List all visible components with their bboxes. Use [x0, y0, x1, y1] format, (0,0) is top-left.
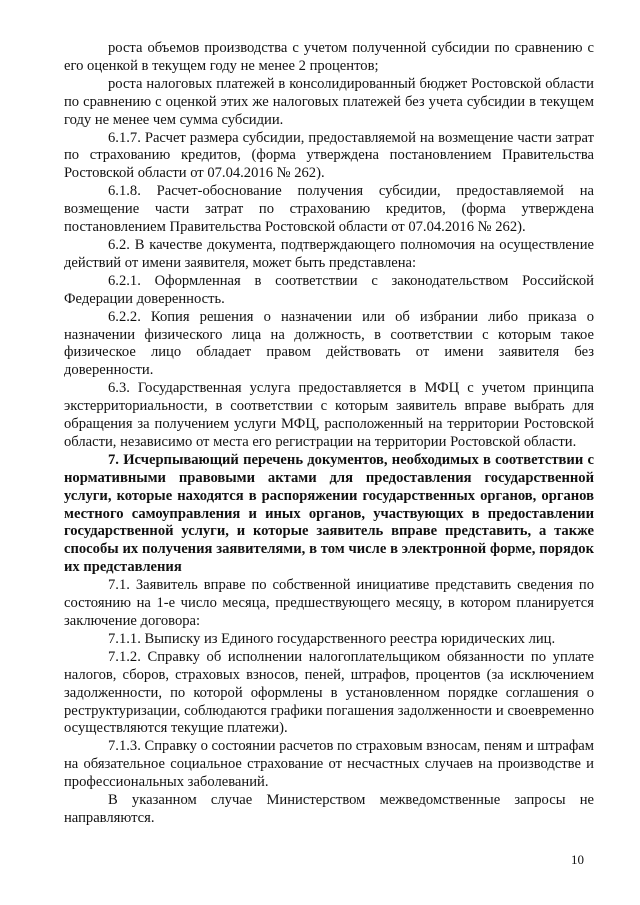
paragraph-6-1-7: 6.1.7. Расчет размера субсидии, предоставляемой на возмещение части затрат по страхованию кредитов, (форма утверждена постановлением Правительства Ростовской области от 07.04.2016 № 262). — [64, 129, 594, 182]
paragraph-7-1-1: 7.1.1. Выписку из Единого государственного реестра юридических лиц. — [108, 630, 556, 647]
paragraph-7-1: 7.1. Заявитель вправе по собственной инициативе представить сведения по состоянию на 1-е число месяца, предшествующего месяцу, в котором планируется заключение договора: — [64, 577, 594, 629]
paragraph-6-2: 6.2. В качестве документа, подтверждающего полномочия на осуществление действий от имени заявителя, может быть представлена: — [64, 236, 594, 271]
paragraph-6-2-2: 6.2.2. Копия решения о назначении или об избрании либо приказа о назначении физического лица на должность, в соответствии с которым такое физическое лицо обладает правом действовать от имени заявителя без доверенности. — [64, 308, 594, 379]
paragraph-7-1-2: 7.1.2. Справку об исполнении налогоплательщиком обязанности по уплате налогов, сборов, страховых взносов, пеней, штрафов, процентов (за исключением задолженности, по которой оформлены в установленном порядке соглашения о реструктуризации, соблюдаются графики погашения задолженности и своевременно осуществляются текущие платежи). — [64, 648, 594, 737]
paragraph-production-growth: роста объемов производства с учетом полученной субсидии по сравнению с его оценкой в текущем году не менее 2 процентов; — [64, 40, 594, 74]
paragraph-6-3: 6.3. Государственная услуга предоставляется в МФЦ с учетом принципа экстерриториальности, в соответствии с которым заявитель вправе выбрать для обращения за получением услуги МФЦ, расположенный на территории Ростовской области, независимо от места его регистрации на территории Ростовской области. — [64, 380, 594, 450]
paragraph-6-1-8: 6.1.8. Расчет-обоснование получения субсидии, предоставляемой на возмещение части затрат по страхованию кредитов, (форма утверждена постановлением Правительства Ростовской области от 07.04.2016 № 262). — [64, 183, 594, 236]
paragraph-6-2-1: 6.2.1. Оформленная в соответствии с законодательством Российской Федерации доверенность. — [64, 272, 594, 307]
paragraph-tax-growth: роста налоговых платежей в консолидированный бюджет Ростовской области по сравнению с оценкой этих же налоговых платежей без учета субсидии в текущем году не менее чем сумма субсидии. — [64, 75, 594, 128]
body-text — [64, 40, 594, 828]
page-number: 10 — [571, 852, 584, 867]
paragraph-7-1-3: 7.1.3. Справку о состоянии расчетов по страховым взносам, пеням и штрафам на обязательное социальное страхование от несчастных случаев на производстве и профессиональных заболеваний. — [64, 738, 594, 791]
paragraph-no-requests: В указанном случае Министерством межведомственные запросы не направляются. — [64, 792, 594, 826]
section-7-heading: 7. Исчерпывающий перечень документов, необходимых в соответствии с нормативными правовыми актами для предоставления государственной услуги, которые находятся в распоряжении государственных органов, органов местного самоуправления и иных органов, участвующих в предоставлении государственной услуги, и которые заявитель вправе представить, а также способы их получения заявителями, в том числе в электронной форме, порядок их представления — [64, 451, 594, 576]
